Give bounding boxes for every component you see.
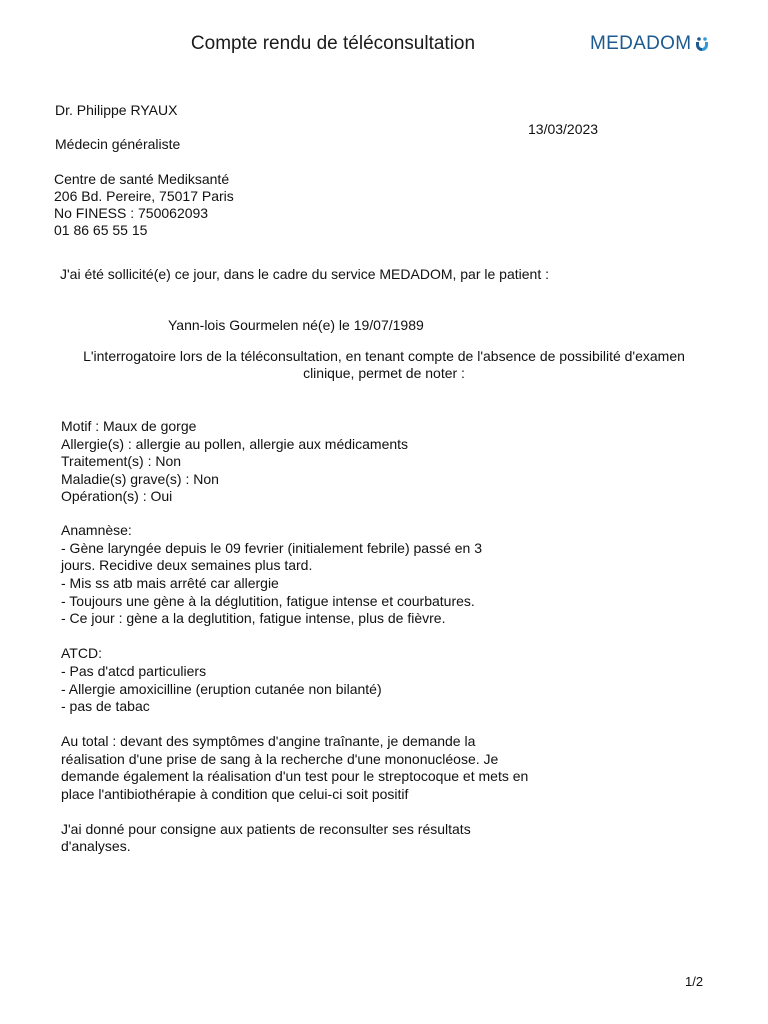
anamnese-line: - Gène laryngée depuis le 09 fevrier (initialement febrile) passé en 3 [61, 540, 483, 556]
maladies-graves: Maladie(s) grave(s) : Non [61, 471, 219, 487]
conclusion-line: réalisation d'une prise de sang à la recherche d'une mononucléose. Je [61, 751, 499, 767]
page-title: Compte rendu de téléconsultation [190, 33, 476, 54]
motif: Motif : Maux de gorge [61, 418, 197, 434]
page-number: 1/2 [685, 974, 704, 989]
center-finess: No FINESS : 750062093 [54, 205, 209, 221]
intro-sentence: J'ai été sollicité(e) ce jour, dans le cadre du service MEDADOM, par le patient : [60, 266, 549, 282]
consigne-line: J'ai donné pour consigne aux patients de reconsulter ses résultats [61, 821, 471, 837]
anamnese-line: - Ce jour : gène a la deglutition, fatigue intense, plus de fièvre. [61, 610, 446, 626]
center-phone: 01 86 65 55 15 [54, 222, 148, 238]
anamnese-line: jours. Recidive deux semaines plus tard. [61, 557, 313, 573]
center-address: 206 Bd. Pereire, 75017 Paris [54, 188, 234, 204]
conclusion-line: Au total : devant des symptômes d'angine traînante, je demande la [61, 733, 476, 749]
operations: Opération(s) : Oui [61, 488, 173, 504]
consigne-line: d'analyses. [61, 838, 131, 854]
conclusion-line: demande également la réalisation d'un test pour le streptocoque et mets en [61, 768, 529, 784]
center-name: Centre de santé Mediksanté [54, 171, 230, 187]
conclusion-line: place l'antibiothérapie à condition que celui-ci soit positif [61, 786, 409, 802]
allergies: Allergie(s) : allergie au pollen, allergie aux médicaments [61, 436, 409, 452]
anamnese-line: - Mis ss atb mais arrêté car allergie [61, 575, 279, 591]
logo-text: MEDADOM [590, 33, 692, 54]
patient-identity: Yann-lois Gourmelen né(e) le 19/07/1989 [168, 317, 424, 333]
traitements: Traitement(s) : Non [61, 453, 182, 469]
interrogatoire-line-1: L'interrogatoire lors de la téléconsultation, en tenant compte de l'absence de possibilité d'examen [83, 348, 685, 364]
interrogatoire-line-2: clinique, permet de noter : [303, 365, 465, 381]
doctor-specialty: Médecin généraliste [55, 136, 181, 152]
doctor-name: Dr. Philippe RYAUX [55, 102, 178, 118]
atcd-line: - Allergie amoxicilline (eruption cutanée non bilanté) [61, 681, 382, 697]
anamnese-line: - Toujours une gène à la déglutition, fatigue intense et courbatures. [61, 593, 475, 609]
document-date: 13/03/2023 [528, 121, 599, 137]
atcd-heading: ATCD: [61, 645, 102, 661]
atcd-line: - pas de tabac [61, 698, 150, 714]
atcd-line: - Pas d'atcd particuliers [61, 663, 207, 679]
medadom-logo-icon [694, 36, 710, 52]
medadom-logo [590, 33, 710, 55]
anamnese-heading: Anamnèse: [61, 522, 132, 538]
